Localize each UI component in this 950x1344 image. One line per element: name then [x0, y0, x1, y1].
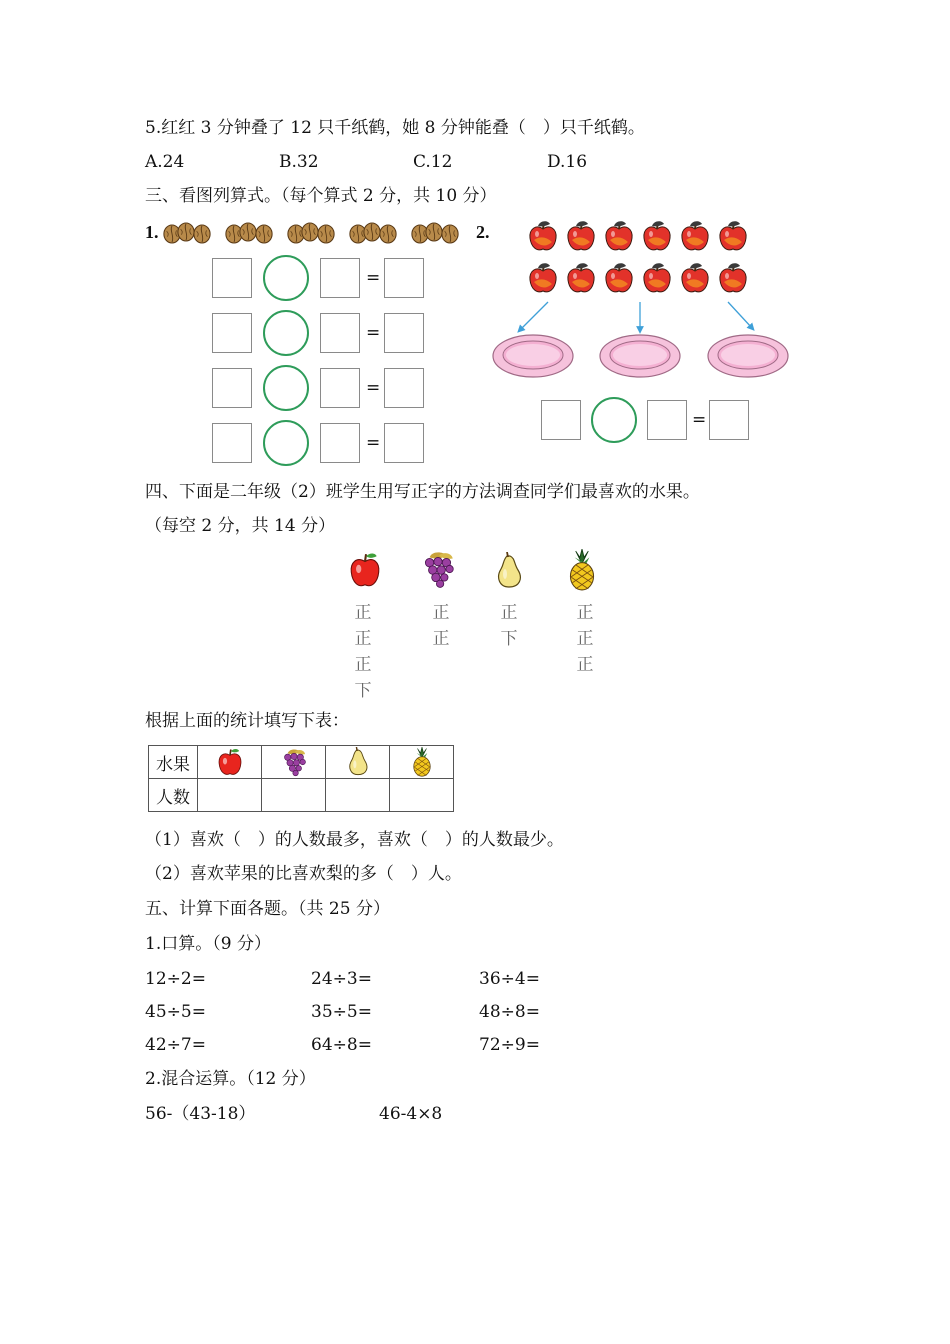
answer-box[interactable]	[541, 400, 581, 440]
oral-problem: 12÷2=	[145, 969, 206, 989]
answer-box[interactable]	[384, 423, 424, 463]
answer-box[interactable]	[320, 368, 360, 408]
operator-circle[interactable]	[263, 365, 309, 411]
operator-circle[interactable]	[591, 397, 637, 443]
answer-box[interactable]	[647, 400, 687, 440]
answer-box[interactable]	[709, 400, 749, 440]
table-row	[149, 779, 454, 812]
oral-problem: 72÷9=	[479, 1035, 540, 1055]
tally-mark: 正	[576, 629, 594, 649]
plate-icon	[492, 333, 792, 379]
apple-icon	[349, 551, 381, 589]
answer-box[interactable]	[212, 368, 252, 408]
tally-mark: 下	[500, 629, 518, 649]
pear-icon	[344, 747, 372, 777]
tally-mark: 正	[500, 603, 518, 623]
answer-box[interactable]	[320, 423, 360, 463]
tally-mark: 正	[354, 655, 372, 675]
question-5: 5.红红 3 分钟叠了 12 只千纸鹤，她 8 分钟能叠（ ）只千纸鹤。	[145, 118, 645, 138]
section-4-question-2: （2）喜欢苹果的比喜欢梨的多（ ）人。	[145, 864, 462, 884]
answer-box[interactable]	[384, 313, 424, 353]
problem-1-label: 1.	[145, 222, 159, 242]
mixed-calc-title: 2.混合运算。（12 分）	[145, 1069, 316, 1089]
tally-mark: 下	[354, 681, 372, 701]
oral-problem: 45÷5=	[145, 1002, 206, 1022]
grape-icon	[421, 549, 455, 589]
tally-mark: 正	[432, 603, 450, 623]
option-d: D.16	[547, 152, 588, 172]
option-a: A.24	[145, 152, 185, 172]
count-cell-pear[interactable]	[326, 779, 390, 812]
answer-box[interactable]	[384, 258, 424, 298]
operator-circle[interactable]	[263, 310, 309, 356]
equals-sign: =	[692, 410, 707, 430]
table-cell	[198, 746, 262, 779]
answer-box[interactable]	[212, 423, 252, 463]
statistics-table	[148, 745, 454, 812]
count-cell-grape[interactable]	[262, 779, 326, 812]
row-header-fruit: 水果	[149, 746, 198, 779]
operator-circle[interactable]	[263, 420, 309, 466]
table-instruction: 根据上面的统计填写下表：	[145, 711, 349, 731]
operator-circle[interactable]	[263, 255, 309, 301]
table-cell	[326, 746, 390, 779]
tally-mark: 正	[576, 603, 594, 623]
option-b: B.32	[279, 152, 319, 172]
oral-problem: 64÷8=	[311, 1035, 372, 1055]
oral-problem: 35÷5=	[311, 1002, 372, 1022]
oral-problem: 42÷7=	[145, 1035, 206, 1055]
distribution-arrows	[490, 300, 790, 336]
grape-icon	[280, 747, 308, 777]
section-5-title: 五、计算下面各题。（共 25 分）	[145, 899, 390, 919]
problem-2-label: 2.	[476, 222, 490, 242]
arrow-icon	[490, 300, 790, 336]
count-cell-pineapple[interactable]	[390, 779, 454, 812]
oral-problem: 24÷3=	[311, 969, 372, 989]
count-cell-apple[interactable]	[198, 779, 262, 812]
equals-sign: =	[366, 433, 381, 453]
tally-mark: 正	[354, 629, 372, 649]
answer-box[interactable]	[212, 313, 252, 353]
tally-mark: 正	[576, 655, 594, 675]
table-cell	[262, 746, 326, 779]
answer-box[interactable]	[320, 258, 360, 298]
equals-sign: =	[366, 323, 381, 343]
row-header-count: 人数	[149, 779, 198, 812]
apple-icon	[526, 218, 758, 302]
apple-grid	[526, 218, 758, 302]
plates	[492, 333, 792, 379]
answer-box[interactable]	[212, 258, 252, 298]
table-cell	[390, 746, 454, 779]
oral-problem: 36÷4=	[479, 969, 540, 989]
tally-mark: 正	[354, 603, 372, 623]
answer-box[interactable]	[320, 313, 360, 353]
oral-calc-title: 1.口算。（9 分）	[145, 934, 271, 954]
section-4-points: （每空 2 分，共 14 分）	[145, 516, 336, 536]
pineapple-icon	[565, 549, 599, 591]
option-c: C.12	[413, 152, 453, 172]
walnut-group	[161, 220, 471, 248]
mixed-problem: 46-4×8	[379, 1104, 443, 1124]
mixed-problem: 56-（43-18）	[145, 1104, 256, 1124]
tally-mark: 正	[432, 629, 450, 649]
section-4-title: 四、下面是二年级（2）班学生用写正字的方法调查同学们最喜欢的水果。	[145, 482, 700, 502]
section-3-title: 三、看图列算式。（每个算式 2 分，共 10 分）	[145, 186, 497, 206]
walnut-icon	[161, 220, 471, 248]
section-4-question-1: （1）喜欢（ ）的人数最多，喜欢（ ）的人数最少。	[145, 830, 564, 850]
equals-sign: =	[366, 268, 381, 288]
oral-problem: 48÷8=	[479, 1002, 540, 1022]
pineapple-icon	[409, 747, 435, 777]
answer-box[interactable]	[384, 368, 424, 408]
equals-sign: =	[366, 378, 381, 398]
table-row	[149, 746, 454, 779]
pear-icon	[493, 552, 525, 590]
apple-icon	[217, 747, 243, 777]
